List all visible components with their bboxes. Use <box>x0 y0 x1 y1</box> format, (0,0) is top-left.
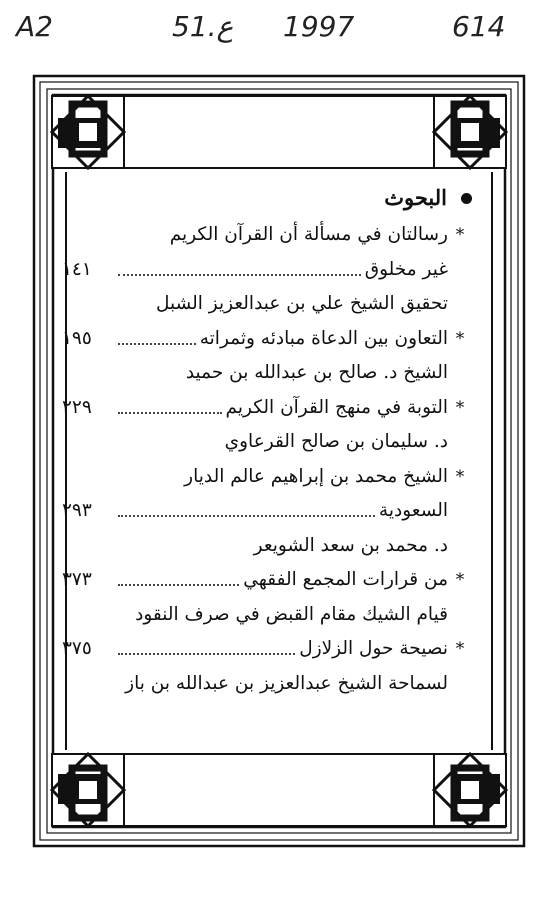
toc-line-text: تحقيق الشيخ علي بن عبدالعزيز الشبل <box>156 293 448 315</box>
page-number: ٢٢٩ <box>62 396 92 418</box>
handwritten-year: 1997 <box>283 10 355 43</box>
corner-knot-bottom-right <box>434 754 506 826</box>
toc-line <box>62 218 472 253</box>
asterisk-icon: * <box>455 328 465 349</box>
toc-line <box>62 460 472 495</box>
handwritten-code: A2 <box>16 10 53 43</box>
corner-knot-top-left <box>52 96 124 168</box>
toc-line <box>62 563 472 598</box>
table-of-contents <box>62 178 472 701</box>
section-title: البحوث <box>384 185 447 211</box>
handwritten-issue: 51.ع <box>172 10 234 43</box>
asterisk-icon: * <box>455 639 465 660</box>
toc-line-text: د. محمد بن سعد الشويعر <box>253 534 448 556</box>
corner-knot-bottom-left <box>52 754 124 826</box>
toc-line <box>62 391 472 426</box>
dot-leader <box>118 343 196 345</box>
toc-line-text: الشيخ محمد بن إبراهيم عالم الديار <box>184 465 448 487</box>
toc-entries <box>62 218 472 701</box>
page-number: ٢٩٣ <box>62 500 92 522</box>
toc-line-text: من قرارات المجمع الفقهي <box>243 569 448 591</box>
toc-line-text: التعاون بين الدعاة مبادئه وثمراته <box>199 327 448 349</box>
toc-line <box>62 322 472 357</box>
bullet-icon <box>461 193 472 204</box>
toc-line <box>62 494 472 529</box>
page-number: ٣٧٣ <box>62 569 92 591</box>
toc-line <box>62 425 472 460</box>
asterisk-icon: * <box>455 225 465 246</box>
asterisk-icon: * <box>455 466 465 487</box>
toc-line <box>62 253 472 288</box>
corner-knot-top-right <box>434 96 506 168</box>
asterisk-icon: * <box>455 570 465 591</box>
handwritten-page: 614 <box>452 10 506 43</box>
toc-line-text: قيام الشيك مقام القبض في صرف النقود <box>135 603 448 625</box>
asterisk-icon: * <box>455 397 465 418</box>
toc-line-text: غير مخلوق <box>364 258 448 280</box>
toc-line-text: التوبة في منهج القرآن الكريم <box>225 396 448 418</box>
dot-leader <box>118 412 222 414</box>
dot-leader <box>118 515 375 517</box>
toc-line-text: لسماحة الشيخ عبدالعزيز بن عبدالله بن باز <box>125 672 448 694</box>
page-number: ١٤١ <box>62 258 92 280</box>
toc-line-text: السعودية <box>378 500 448 522</box>
toc-line-text: رسالتان في مسألة أن القرآن الكريم <box>169 224 448 246</box>
toc-line <box>62 356 472 391</box>
toc-line-text: الشيخ د. صالح بن عبدالله بن حميد <box>185 362 448 384</box>
page-number: ١٩٥ <box>62 327 92 349</box>
dot-leader <box>118 584 239 586</box>
toc-line <box>62 667 472 702</box>
toc-line <box>62 632 472 667</box>
toc-line <box>62 529 472 564</box>
dot-leader <box>118 274 361 276</box>
page-number: ٣٧٥ <box>62 638 92 660</box>
toc-line <box>62 287 472 322</box>
toc-line-text: د. سليمان بن صالح القرعاوي <box>224 431 448 453</box>
toc-line <box>62 598 472 633</box>
toc-line-text: نصيحة حول الزلازل <box>299 638 448 660</box>
dot-leader <box>118 653 295 655</box>
section-heading <box>62 178 472 218</box>
